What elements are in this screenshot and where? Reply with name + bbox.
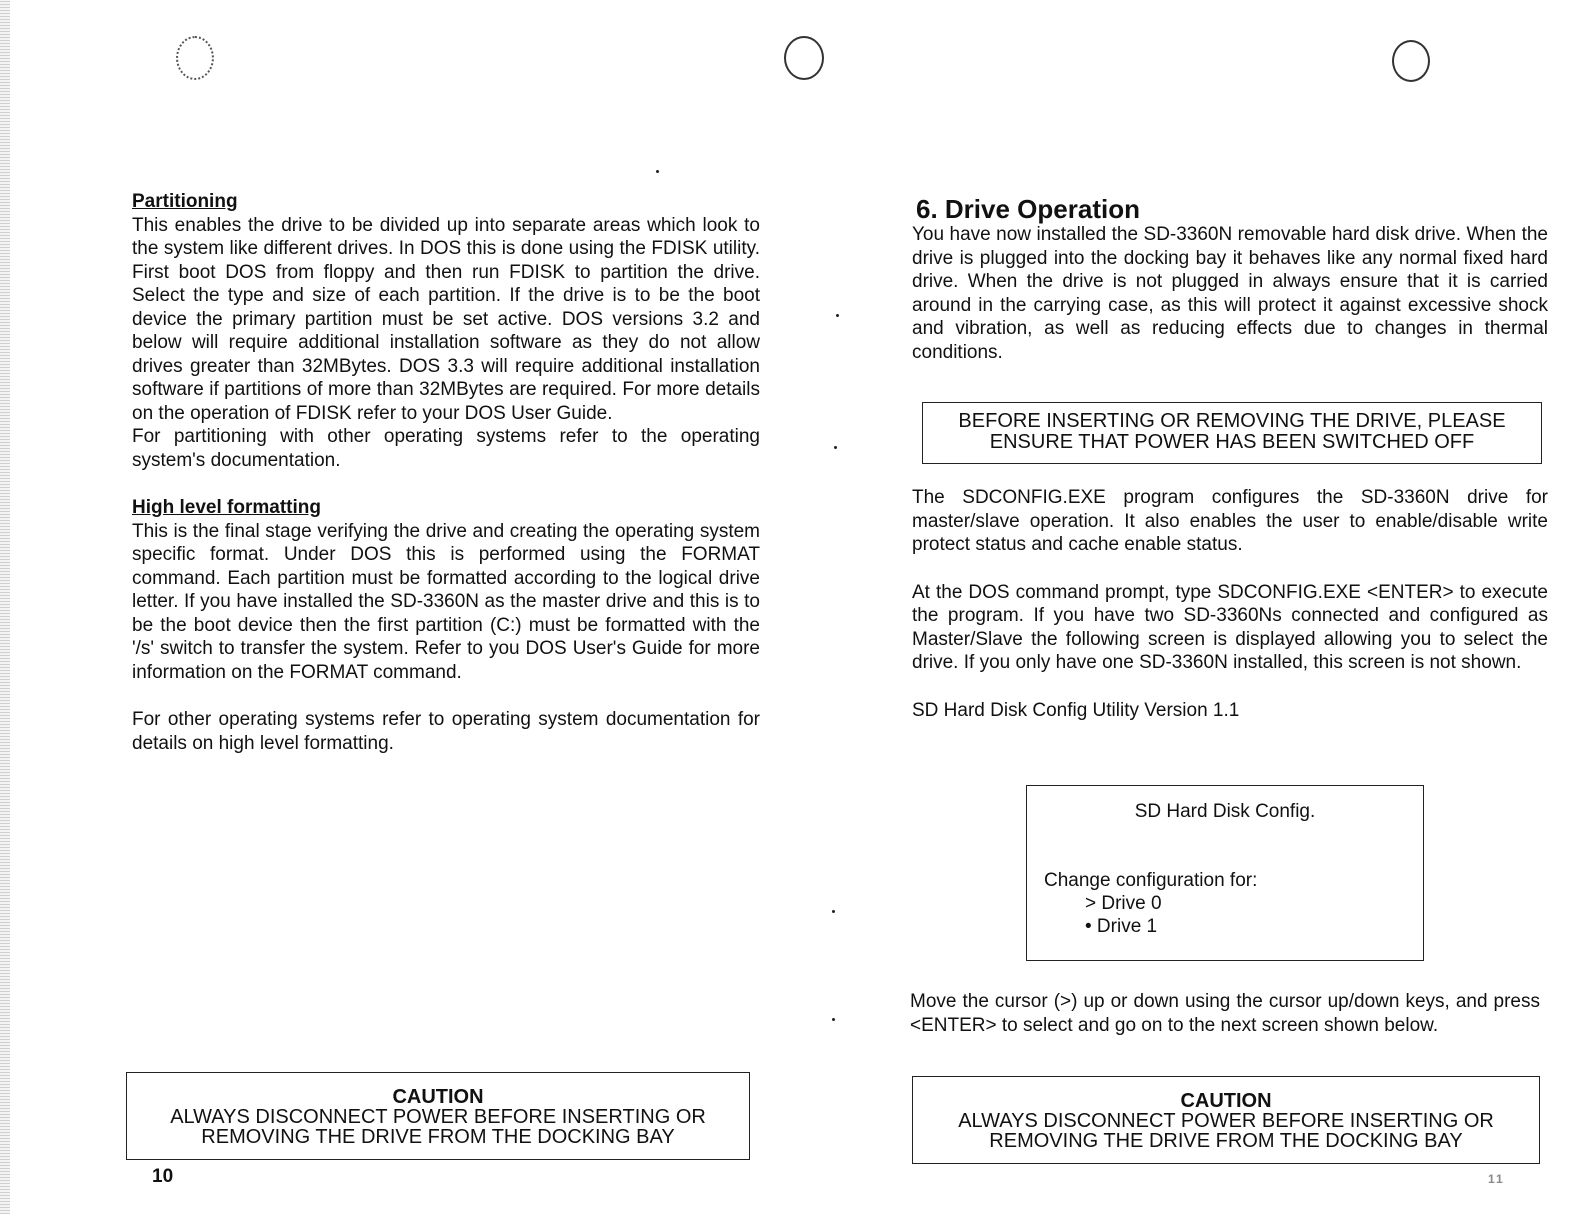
binder-hole-center-icon (784, 36, 824, 80)
caution-box-right (912, 1076, 1540, 1164)
power-notice-box (922, 402, 1542, 464)
binder-hole-right-icon (1392, 40, 1430, 82)
intro-paragraph: You have now installed the SD-3360N removable hard disk drive. When the drive is plugged into the docking bay it behaves like any normal fixed hard drive. When the drive is not plugged in always ensure that it is carried around in the carrying case, as this will protect it against excessive shock and vibration, as well as reducing effects due to changes in thermal conditions. (912, 224, 1548, 363)
drive-0-option: > Drive 0 (1085, 893, 1162, 914)
partitioning-other-os-paragraph: For partitioning with other operating systems refer to the operating system's documentation. (132, 426, 760, 471)
partitioning-paragraph: This enables the drive to be divided up into separate areas which look to the system like different drives. In DOS this is done using the FDISK utility. First boot DOS from floppy and then run FDISK to partition the drive. Select the type and size of each partition. If the drive is to be the boot device the primary partition must be set active. DOS versions 3.2 and below will require additional installation software as they do not allow drives greater than 32MBytes. DOS 3.3 will require additional installation software if partitions of more than 32MBytes are required. For more details on the operation of FDISK refer to your DOS User Guide. (132, 214, 760, 424)
scan-speck (656, 170, 659, 173)
dos-prompt-paragraph: At the DOS command prompt, type SDCONFIG.EXE <ENTER> to execute the program. If you have two SD-3360Ns connected and configured as Master/Slave the following screen is displayed allowing you to select the drive. If you only have one SD-3360N installed, this screen is not shown. (912, 581, 1548, 673)
page-number-left: 10 (152, 1166, 174, 1187)
partitioning-heading: Partitioning (132, 191, 238, 212)
caution-line-2: REMOVING THE DRIVE FROM THE DOCKING BAY (989, 1130, 1463, 1152)
notice-line-2: ENSURE THAT POWER HAS BEEN SWITCHED OFF (989, 431, 1475, 453)
caution-line-1: ALWAYS DISCONNECT POWER BEFORE INSERTING OR (170, 1106, 706, 1128)
formatting-paragraph: This is the final stage verifying the drive and creating the operating system specific format. Under DOS this is performed using the FORMAT command. Each partition must be formatted according to the logical drive letter. If you have installed the SD-3360N as the master drive and this is to be the boot device then the first partition (C:) must be formatted with the '/s' switch to transfer the system. Refer to you DOS User's Guide for more information on the FORMAT command. (132, 520, 760, 683)
utility-version-line: SD Hard Disk Config Utility Version 1.1 (912, 699, 1240, 721)
caution-line-1: ALWAYS DISCONNECT POWER BEFORE INSERTING OR (958, 1110, 1494, 1132)
config-screen-label: Change configuration for: (1044, 870, 1258, 891)
cursor-paragraph: Move the cursor (>) up or down using the cursor up/down keys, and press <ENTER> to select and go on to the next screen shown below. (910, 991, 1540, 1036)
caution-box-left (126, 1072, 750, 1160)
config-screen-box (1026, 785, 1424, 961)
cursor-instructions (910, 990, 1540, 1037)
caution-title: CAUTION (392, 1086, 484, 1108)
binder-hole-left-icon (176, 36, 214, 80)
notice-line-1: BEFORE INSERTING OR REMOVING THE DRIVE, PLEASE (958, 410, 1506, 432)
chapter-title: 6. Drive Operation (916, 194, 1140, 224)
page-number-right: 11 (1488, 1172, 1505, 1186)
scan-speck (836, 314, 839, 317)
formatting-other-os-paragraph: For other operating systems refer to operating system documentation for details on high level formatting. (132, 709, 760, 754)
formatting-heading: High level formatting (132, 497, 321, 518)
caution-line-2: REMOVING THE DRIVE FROM THE DOCKING BAY (201, 1126, 675, 1148)
scan-speck (834, 446, 837, 449)
scan-edge (0, 0, 10, 1214)
scan-speck (832, 1018, 835, 1021)
right-page (912, 195, 1548, 722)
scan-speck (832, 910, 835, 913)
config-screen-title: SD Hard Disk Config. (1134, 801, 1316, 822)
left-page (132, 190, 760, 755)
caution-title: CAUTION (1180, 1090, 1272, 1112)
sdconfig-paragraph: The SDCONFIG.EXE program configures the SD-3360N drive for master/slave operation. It also enables the user to enable/disable write protect status and cache enable status. (912, 487, 1548, 555)
drive-1-option: • Drive 1 (1085, 916, 1158, 937)
